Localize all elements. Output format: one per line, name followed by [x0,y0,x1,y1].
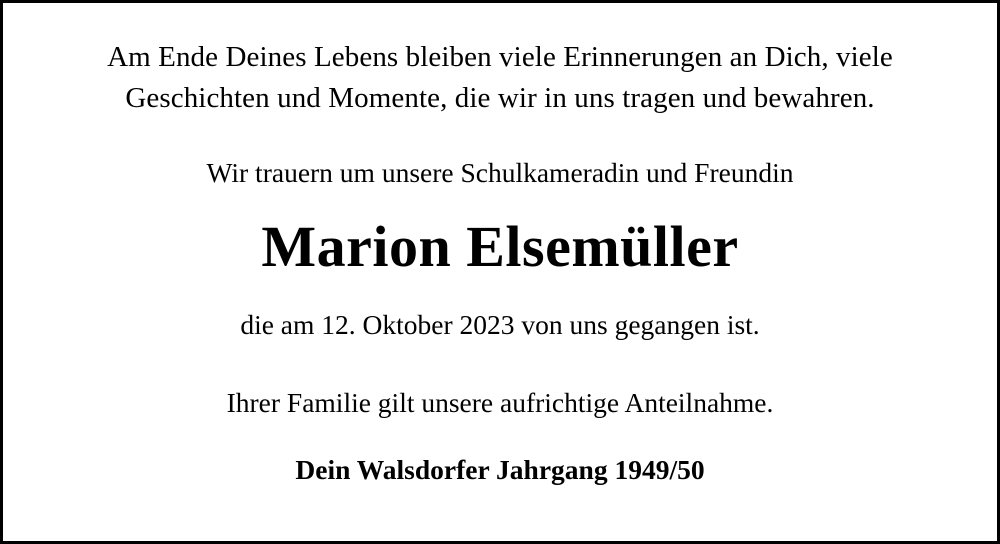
deceased-name: Marion Elsemüller [261,214,739,280]
mourning-intro: Wir trauern um unsere Schulkameradin und Freundin [206,157,794,189]
epitaph-line-2: Geschichten und Momente, die wir in uns tragen und bewahren. [125,82,875,115]
signature-line: Dein Walsdorfer Jahrgang 1949/50 [295,454,705,486]
condolence-line: Ihrer Familie gilt unsere aufrichtige Anteilnahme. [226,386,774,418]
epitaph-text [107,37,893,119]
death-date-line: die am 12. Oktober 2023 von uns gegangen ist. [240,308,760,340]
epitaph-line-1: Am Ende Deines Lebens bleiben viele Erinnerungen an Dich, viele [107,41,893,73]
